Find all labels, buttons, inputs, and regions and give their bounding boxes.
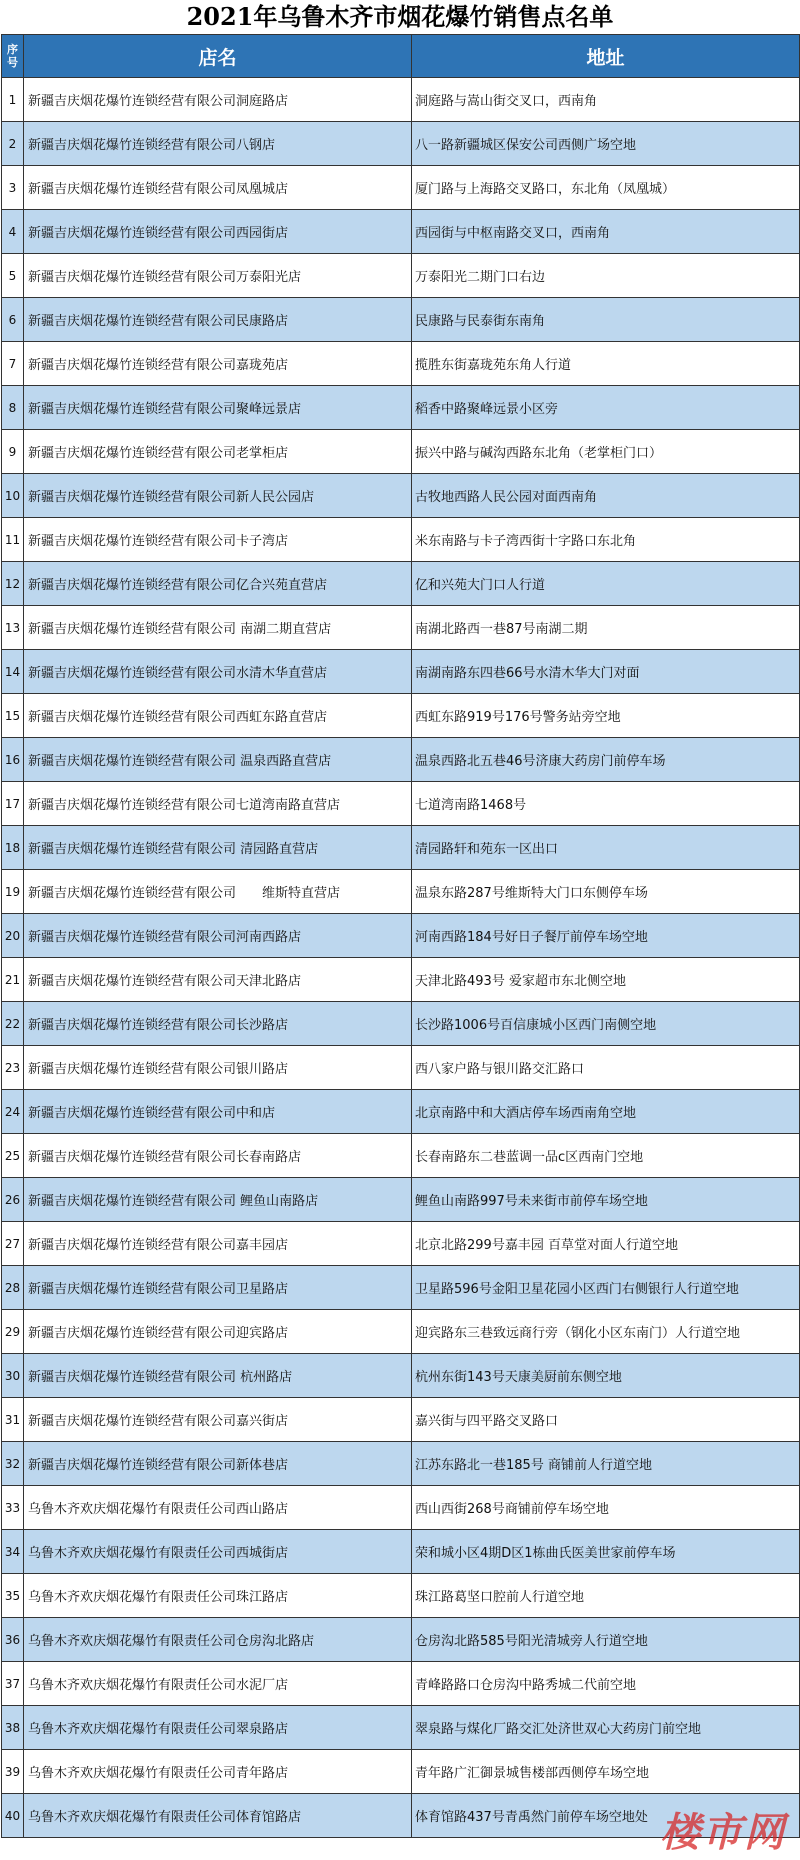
table-row (2, 1574, 800, 1618)
table-row (2, 1134, 800, 1178)
store-address: 西山西街268号商铺前停车场空地 (412, 1486, 800, 1530)
row-number: 4 (2, 210, 24, 254)
store-address: 长春南路东二巷蓝调一品c区西南门空地 (412, 1134, 800, 1178)
row-number: 20 (2, 914, 24, 958)
row-number: 33 (2, 1486, 24, 1530)
table-row (2, 1706, 800, 1750)
store-name: 乌鲁木齐欢庆烟花爆竹有限责任公司西山路店 (24, 1486, 412, 1530)
header-address: 地址 (412, 35, 800, 78)
table-row (2, 606, 800, 650)
row-number: 26 (2, 1178, 24, 1222)
store-address: 长沙路1006号百信康城小区西门南侧空地 (412, 1002, 800, 1046)
store-name: 新疆吉庆烟花爆竹连锁经营有限公司嘉兴街店 (24, 1398, 412, 1442)
row-number: 28 (2, 1266, 24, 1310)
row-number: 25 (2, 1134, 24, 1178)
row-number: 6 (2, 298, 24, 342)
store-address: 米东南路与卡子湾西街十字路口东北角 (412, 518, 800, 562)
store-address: 八一路新疆城区保安公司西侧广场空地 (412, 122, 800, 166)
row-number: 31 (2, 1398, 24, 1442)
table-row (2, 518, 800, 562)
table-row (2, 1046, 800, 1090)
row-number: 37 (2, 1662, 24, 1706)
store-address: 卫星路596号金阳卫星花园小区西门右侧银行人行道空地 (412, 1266, 800, 1310)
row-number: 12 (2, 562, 24, 606)
row-number: 38 (2, 1706, 24, 1750)
store-name: 乌鲁木齐欢庆烟花爆竹有限责任公司翠泉路店 (24, 1706, 412, 1750)
table-row (2, 386, 800, 430)
row-number: 14 (2, 650, 24, 694)
watermark-logo: 楼市网 (660, 1809, 786, 1856)
table-row (2, 958, 800, 1002)
table-row (2, 1442, 800, 1486)
store-address: 西八家户路与银川路交汇路口 (412, 1046, 800, 1090)
store-address: 七道湾南路1468号 (412, 782, 800, 826)
store-address: 万泰阳光二期门口右边 (412, 254, 800, 298)
store-name: 新疆吉庆烟花爆竹连锁经营有限公司新人民公园店 (24, 474, 412, 518)
row-number: 13 (2, 606, 24, 650)
store-name: 乌鲁木齐欢庆烟花爆竹有限责任公司青年路店 (24, 1750, 412, 1794)
store-name: 新疆吉庆烟花爆竹连锁经营有限公司万泰阳光店 (24, 254, 412, 298)
store-address: 民康路与民泰街东南角 (412, 298, 800, 342)
row-number: 19 (2, 870, 24, 914)
store-name: 新疆吉庆烟花爆竹连锁经营有限公司 鲤鱼山南路店 (24, 1178, 412, 1222)
table-row (2, 342, 800, 386)
row-number: 39 (2, 1750, 24, 1794)
table-row (2, 870, 800, 914)
store-address: 青峰路路口仓房沟中路秀城二代前空地 (412, 1662, 800, 1706)
store-name: 新疆吉庆烟花爆竹连锁经营有限公司长春南路店 (24, 1134, 412, 1178)
row-number: 16 (2, 738, 24, 782)
store-address: 温泉西路北五巷46号济康大药房门前停车场 (412, 738, 800, 782)
row-number: 34 (2, 1530, 24, 1574)
store-address: 迎宾路东三巷致远商行旁（钢化小区东南门）人行道空地 (412, 1310, 800, 1354)
row-number: 40 (2, 1794, 24, 1838)
table-row (2, 1530, 800, 1574)
table-row (2, 1002, 800, 1046)
row-number: 23 (2, 1046, 24, 1090)
row-number: 35 (2, 1574, 24, 1618)
store-name: 新疆吉庆烟花爆竹连锁经营有限公司卡子湾店 (24, 518, 412, 562)
table-row (2, 1310, 800, 1354)
store-name: 新疆吉庆烟花爆竹连锁经营有限公司嘉丰园店 (24, 1222, 412, 1266)
row-number: 32 (2, 1442, 24, 1486)
store-address: 西虹东路919号176号警务站旁空地 (412, 694, 800, 738)
store-name: 新疆吉庆烟花爆竹连锁经营有限公司 维斯特直营店 (24, 870, 412, 914)
row-number: 11 (2, 518, 24, 562)
store-address: 南湖北路西一巷87号南湖二期 (412, 606, 800, 650)
store-name: 乌鲁木齐欢庆烟花爆竹有限责任公司仓房沟北路店 (24, 1618, 412, 1662)
sales-points-table (1, 34, 800, 1838)
row-number: 30 (2, 1354, 24, 1398)
store-name: 新疆吉庆烟花爆竹连锁经营有限公司银川路店 (24, 1046, 412, 1090)
document-title: 2021年乌鲁木齐市烟花爆竹销售点名单 (186, 2, 614, 31)
table-row (2, 78, 800, 122)
store-address: 江苏东路北一巷185号 商铺前人行道空地 (412, 1442, 800, 1486)
store-name: 新疆吉庆烟花爆竹连锁经营有限公司洞庭路店 (24, 78, 412, 122)
table-row (2, 1178, 800, 1222)
table-row (2, 210, 800, 254)
store-address: 揽胜东街嘉珑苑东角人行道 (412, 342, 800, 386)
row-number: 36 (2, 1618, 24, 1662)
table-row (2, 782, 800, 826)
store-address: 天津北路493号 爱家超市东北侧空地 (412, 958, 800, 1002)
store-address: 北京北路299号嘉丰园 百草堂对面人行道空地 (412, 1222, 800, 1266)
row-number: 2 (2, 122, 24, 166)
table-row (2, 430, 800, 474)
store-address: 清园路轩和苑东一区出口 (412, 826, 800, 870)
store-name: 新疆吉庆烟花爆竹连锁经营有限公司长沙路店 (24, 1002, 412, 1046)
table-body (2, 78, 800, 1838)
store-address: 体育馆路437号青禹然门前停车场空地处 (412, 1794, 800, 1838)
store-address: 河南西路184号好日子餐厅前停车场空地 (412, 914, 800, 958)
table-row (2, 1354, 800, 1398)
table-row (2, 1266, 800, 1310)
store-address: 杭州东街143号天康美厨前东侧空地 (412, 1354, 800, 1398)
store-name: 新疆吉庆烟花爆竹连锁经营有限公司河南西路店 (24, 914, 412, 958)
row-number: 15 (2, 694, 24, 738)
store-name: 新疆吉庆烟花爆竹连锁经营有限公司 清园路直营店 (24, 826, 412, 870)
table-row (2, 914, 800, 958)
store-address: 洞庭路与嵩山街交叉口，西南角 (412, 78, 800, 122)
store-name: 新疆吉庆烟花爆竹连锁经营有限公司嘉珑苑店 (24, 342, 412, 386)
table-row (2, 474, 800, 518)
table-row (2, 738, 800, 782)
store-name: 乌鲁木齐欢庆烟花爆竹有限责任公司西城街店 (24, 1530, 412, 1574)
store-address: 嘉兴街与四平路交叉路口 (412, 1398, 800, 1442)
table-row (2, 826, 800, 870)
row-number: 24 (2, 1090, 24, 1134)
store-address: 南湖南路东四巷66号水清木华大门对面 (412, 650, 800, 694)
store-address: 温泉东路287号维斯特大门口东侧停车场 (412, 870, 800, 914)
store-name: 新疆吉庆烟花爆竹连锁经营有限公司 温泉西路直营店 (24, 738, 412, 782)
table-header-row (2, 35, 800, 78)
table-row (2, 694, 800, 738)
table-row (2, 562, 800, 606)
store-address: 珠江路葛坚口腔前人行道空地 (412, 1574, 800, 1618)
store-address: 亿和兴苑大门口人行道 (412, 562, 800, 606)
store-name: 新疆吉庆烟花爆竹连锁经营有限公司西虹东路直营店 (24, 694, 412, 738)
table-row (2, 298, 800, 342)
row-number: 8 (2, 386, 24, 430)
store-name: 新疆吉庆烟花爆竹连锁经营有限公司迎宾路店 (24, 1310, 412, 1354)
table-row (2, 1090, 800, 1134)
store-name: 新疆吉庆烟花爆竹连锁经营有限公司民康路店 (24, 298, 412, 342)
store-name: 乌鲁木齐欢庆烟花爆竹有限责任公司水泥厂店 (24, 1662, 412, 1706)
store-name: 新疆吉庆烟花爆竹连锁经营有限公司西园街店 (24, 210, 412, 254)
store-name: 新疆吉庆烟花爆竹连锁经营有限公司 南湖二期直营店 (24, 606, 412, 650)
store-address: 仓房沟北路585号阳光清城旁人行道空地 (412, 1618, 800, 1662)
store-address: 稻香中路聚峰远景小区旁 (412, 386, 800, 430)
store-address: 荣和城小区4期D区1栋曲氏医美世家前停车场 (412, 1530, 800, 1574)
store-name: 新疆吉庆烟花爆竹连锁经营有限公司老掌柜店 (24, 430, 412, 474)
store-address: 西园街与中枢南路交叉口，西南角 (412, 210, 800, 254)
store-name: 乌鲁木齐欢庆烟花爆竹有限责任公司珠江路店 (24, 1574, 412, 1618)
row-number: 9 (2, 430, 24, 474)
store-name: 新疆吉庆烟花爆竹连锁经营有限公司中和店 (24, 1090, 412, 1134)
header-name: 店名 (24, 35, 412, 78)
table-row (2, 1662, 800, 1706)
row-number: 7 (2, 342, 24, 386)
row-number: 22 (2, 1002, 24, 1046)
table-row (2, 1222, 800, 1266)
row-number: 3 (2, 166, 24, 210)
store-name: 新疆吉庆烟花爆竹连锁经营有限公司天津北路店 (24, 958, 412, 1002)
table-row (2, 1618, 800, 1662)
table-row (2, 166, 800, 210)
store-address: 青年路广汇御景城售楼部西侧停车场空地 (412, 1750, 800, 1794)
store-name: 新疆吉庆烟花爆竹连锁经营有限公司水清木华直营店 (24, 650, 412, 694)
row-number: 21 (2, 958, 24, 1002)
row-number: 29 (2, 1310, 24, 1354)
store-name: 乌鲁木齐欢庆烟花爆竹有限责任公司体育馆路店 (24, 1794, 412, 1838)
store-address: 鲤鱼山南路997号未来街市前停车场空地 (412, 1178, 800, 1222)
table-row (2, 122, 800, 166)
store-address: 振兴中路与碱沟西路东北角（老掌柜门口） (412, 430, 800, 474)
table-row (2, 1398, 800, 1442)
table-row (2, 1486, 800, 1530)
table-row (2, 254, 800, 298)
store-name: 新疆吉庆烟花爆竹连锁经营有限公司七道湾南路直营店 (24, 782, 412, 826)
store-address: 北京南路中和大酒店停车场西南角空地 (412, 1090, 800, 1134)
row-number: 5 (2, 254, 24, 298)
row-number: 27 (2, 1222, 24, 1266)
store-name: 新疆吉庆烟花爆竹连锁经营有限公司凤凰城店 (24, 166, 412, 210)
row-number: 10 (2, 474, 24, 518)
store-address: 厦门路与上海路交叉路口，东北角（凤凰城） (412, 166, 800, 210)
store-name: 新疆吉庆烟花爆竹连锁经营有限公司 杭州路店 (24, 1354, 412, 1398)
row-number: 1 (2, 78, 24, 122)
store-name: 新疆吉庆烟花爆竹连锁经营有限公司聚峰远景店 (24, 386, 412, 430)
store-name: 新疆吉庆烟花爆竹连锁经营有限公司亿合兴苑直营店 (24, 562, 412, 606)
header-num: 序号 (2, 35, 24, 78)
row-number: 18 (2, 826, 24, 870)
table-row (2, 1750, 800, 1794)
table-row (2, 650, 800, 694)
store-name: 新疆吉庆烟花爆竹连锁经营有限公司卫星路店 (24, 1266, 412, 1310)
store-name: 新疆吉庆烟花爆竹连锁经营有限公司八钢店 (24, 122, 412, 166)
row-number: 17 (2, 782, 24, 826)
store-name: 新疆吉庆烟花爆竹连锁经营有限公司新体巷店 (24, 1442, 412, 1486)
store-address: 翠泉路与煤化厂路交汇处济世双心大药房门前空地 (412, 1706, 800, 1750)
store-address: 古牧地西路人民公园对面西南角 (412, 474, 800, 518)
